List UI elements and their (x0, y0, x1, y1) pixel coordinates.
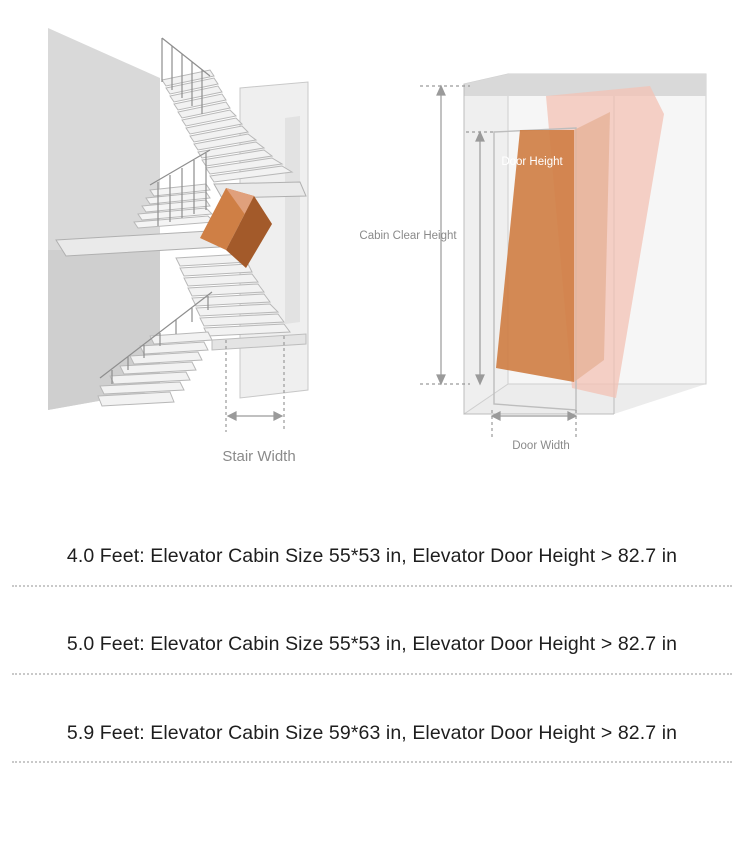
spec-row-4ft: 4.0 Feet: Elevator Cabin Size 55*53 in, Elevator Door Height > 82.7 in (66, 545, 678, 567)
spec-divider (12, 673, 732, 675)
spec-row-5ft: 5.0 Feet: Elevator Cabin Size 55*53 in, Elevator Door Height > 82.7 in (66, 633, 678, 655)
stair-width-label: Stair Width (222, 448, 296, 465)
elevator-cabin-illustration (359, 74, 706, 452)
stair-right-pillar-side (285, 116, 300, 324)
spec-divider (12, 761, 732, 763)
cabin-clear-height-label: Cabin Clear Height (359, 230, 457, 242)
spec-divider (12, 585, 732, 587)
door-height-label: Door Height (501, 156, 563, 168)
door-width-label: Door Width (512, 440, 570, 452)
staircase-illustration (48, 28, 308, 465)
spec-row-5-9ft: 5.9 Feet: Elevator Cabin Size 59*63 in, Elevator Door Height > 82.7 in (66, 722, 678, 744)
